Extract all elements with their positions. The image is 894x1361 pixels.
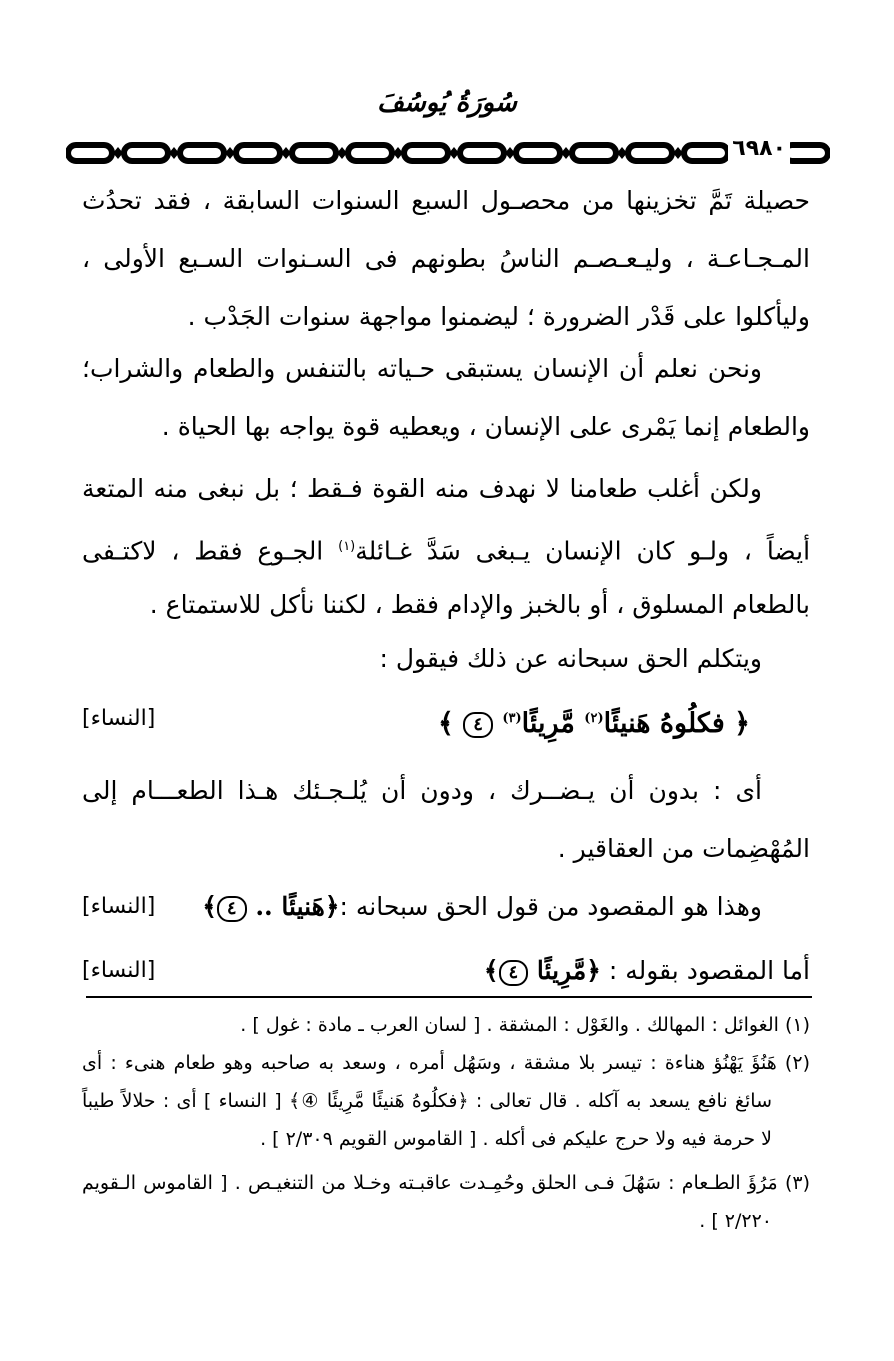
footnote-mark-1[interactable]: (١) [338,539,356,554]
footnote-3 [82,1164,810,1240]
ornate-bracket-close: ﴾ [438,708,454,739]
footnote-mark-2[interactable]: (٢) [584,711,604,726]
verse-number: ٤ [463,712,493,738]
text-line: ويتكلم الحق سبحانه عن ذلك فيقول : [379,644,762,673]
surah-reference: [النساء] [82,706,156,731]
text-line: وليأكلوا على قَدْر الضرورة ؛ ليضمنوا مواجهة سنوات الجَدْب . [187,302,810,331]
footnote-line: (٣) مَرُؤَ الطـعام : سَهُلَ فـى الحلق وحُمِـدت عاقبـته وخـلا من التنغيـص . [ القاموس الـقويم [82,1172,810,1194]
text-segment: أما المقصود بقوله : [608,956,810,985]
surah-reference: [النساء] [82,894,156,919]
paragraph-3 [82,460,810,634]
ayah-inline-quote: ﴿مَّرِيئًا ٤﴾ [483,956,601,985]
text-line: حصيلة تَمَّ تخزينها من محصـول السبع السنوات السابقة ، فقد تحدُث [82,186,810,215]
text-line: والطعام إنما يَمْرى على الإنسان ، ويعطيه قوة يواجه بها الحياة . [161,412,810,441]
ayah-quote [438,690,750,753]
text-line [82,518,810,576]
ayah-quote-row [82,690,810,748]
text-segment: أيضاً ، ولـو كان الإنسان يـبغى سَدَّ غـائلة [355,536,811,566]
decorative-chain-border [66,136,830,170]
footnote-2 [82,1044,810,1158]
footnote-line: (١) الغوائل : المهالك . والغَوْل : المشقة . [ لسان العرب ـ مادة : غول ] . [240,1014,810,1036]
surah-reference: [النساء] [82,958,156,983]
footnote-divider [86,996,812,998]
chain-ornament-icon [66,136,830,170]
paragraph-4 [82,630,810,688]
ayah-word: فكلُوهُ هَنيئًا [603,708,725,739]
text-segment: وهذا هو المقصود من قول الحق سبحانه : [339,892,762,921]
footnote-line: (٢) هَنُؤَ يَهْنُؤ هناءة : تيسر بلا مشقة ، وسَهُل أمره ، وسعد به صاحبه وهو طعام هنىء : أى [82,1052,810,1074]
paragraph-2 [82,340,810,456]
text-line: أى : بدون أن يـضــرك ، ودون أن يُلـجـئك هـذا الطعـــام إلى [82,776,762,805]
page-number: ٦٩٨٠ [728,132,790,166]
text-line: المُهْضِمات من العقاقير . [557,834,810,863]
ornate-bracket-open: ﴿ [734,708,750,739]
text-line: ولكن أغلب طعامنا لا نهدف منه القوة فـقط ؛ بل نبغى منه المتعة [82,474,762,503]
text-line: ونحن نعلم أن الإنسان يستبقى حـياته بالتنفس والطعام والشراب؛ [82,354,762,383]
footnote-line: لا حرمة فيه ولا حرج عليكم فى أكله . [ القاموس القويم ٢/٣٠٩ ] . [260,1128,772,1150]
footnote-line: سائغ نافع يسعد به آكله . قال تعالى : ﴿فكلُوهُ هَنيئًا مَّرِيئًا ④﴾ [ النساء ] أى : حلالاً طيباً [82,1090,772,1112]
text-line: بالطعام المسلوق ، أو بالخبز والإدام فقط ، لكننا نأكل للاستمتاع . [149,590,810,619]
paragraph-1 [82,172,810,346]
footnote-line: ٢/٢٢٠ ] . [699,1210,772,1232]
surah-title: سُورَةُ يُوسُفَ [377,88,517,118]
footnote-1 [82,1006,810,1044]
footnote-mark-3[interactable]: (٣) [502,711,522,726]
paragraph-6 [82,878,810,936]
paragraph-5 [82,762,810,878]
ayah-inline-quote: ﴿هَنيئًا .. ٤﴾ [202,892,340,921]
text-line [202,878,762,936]
ayah-word: مَّرِيئًا [536,956,587,985]
verse-number: ٤ [499,960,529,986]
text-line: المـجـاعـة ، وليـعـصـم الناسُ بطونهم فى السـنوات السـبع الأولى ، [82,244,810,273]
ayah-word: هَنيئًا .. [255,892,325,921]
verse-number: ٤ [217,896,247,922]
ayah-word: مَّرِيئًا [521,708,575,739]
text-segment: الجـوع فقط ، لاكتـفى [82,536,324,566]
paragraph-7 [82,942,810,1000]
text-line [484,942,810,1000]
